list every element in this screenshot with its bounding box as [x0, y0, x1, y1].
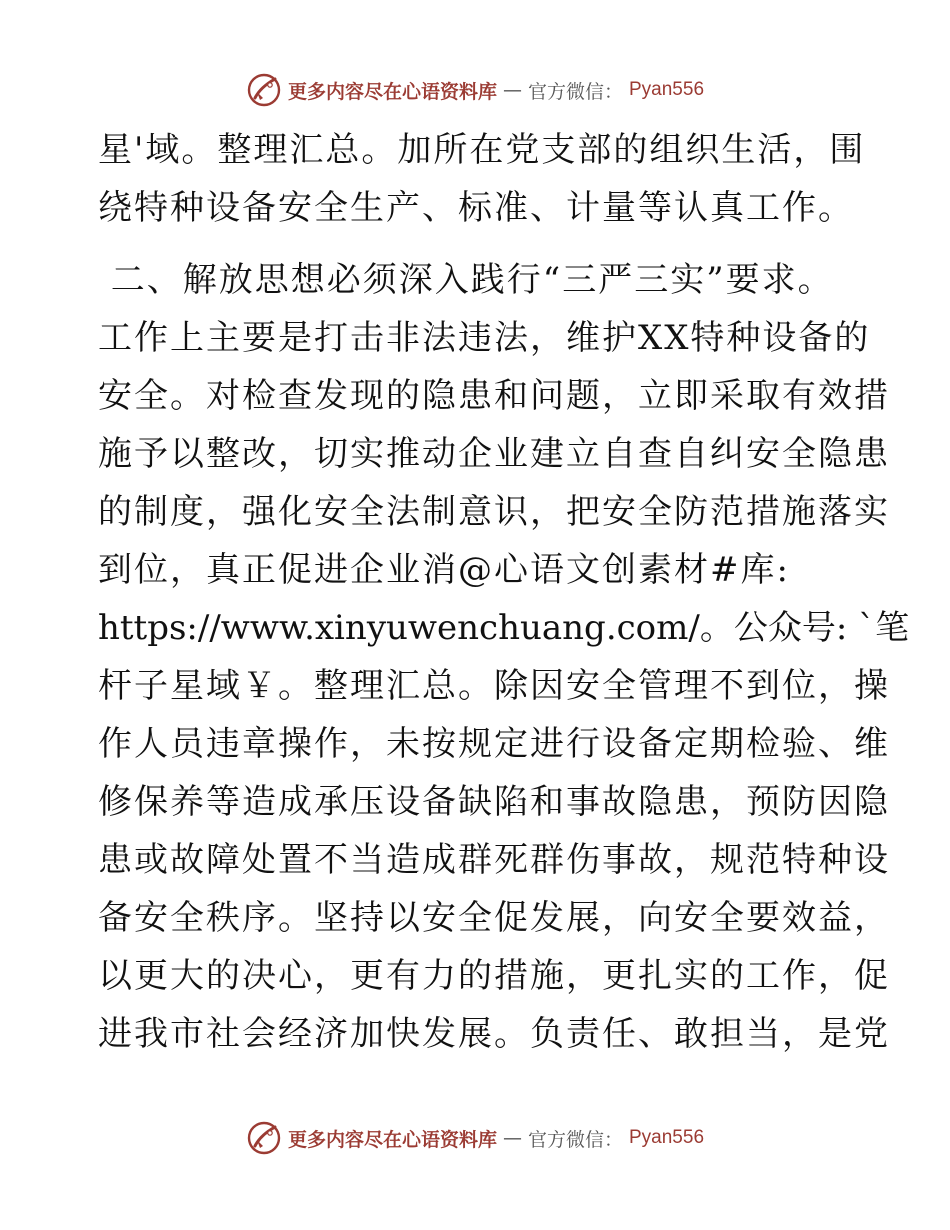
text-line: 作人员违章操作，未按规定进行设备定期检验、维 [98, 724, 890, 764]
text-line: 修保养等造成承压设备缺陷和事故隐患，预防因隐 [98, 782, 890, 822]
pen-logo-icon [246, 1120, 282, 1156]
section-heading: 二、解放思想必须深入践行“三严三实”要求。 [98, 260, 834, 300]
banner-wechat-label: 官方微信： [527, 80, 623, 103]
text-line: 到位，真正促进企业消@心语文创素材#库: [98, 550, 790, 590]
banner-wechat-id: Pyan556 [629, 1127, 705, 1148]
banner-wechat-label: 官方微信： [527, 1128, 623, 1151]
text-line: 星'域。整理汇总。加所在党支部的组织生活，围 [98, 130, 866, 170]
text-line-url: https://www.xinyuwenchuang.com/。公众号: `笔 [98, 608, 910, 648]
banner-dash: — [502, 1127, 522, 1149]
text-line: 的制度，强化安全法制意识，把安全防范措施落实 [98, 492, 890, 532]
banner-dash: — [502, 79, 522, 101]
banner-wechat-id: Pyan556 [629, 79, 705, 100]
text-line: 杆子星域￥。整理汇总。除因安全管理不到位，操 [98, 666, 890, 706]
pen-logo-icon [246, 72, 282, 108]
text-line: 施予以整改，切实推动企业建立自查自纠安全隐患 [98, 434, 890, 474]
header-banner [0, 70, 950, 110]
footer-banner [0, 1118, 950, 1158]
text-line: 备安全秩序。坚持以安全促发展，向安全要效益， [98, 898, 890, 938]
text-line: 工作上主要是打击非法违法，维护XX特种设备的 [98, 318, 871, 358]
banner-main-text: 更多内容尽在心语资料库 [287, 1128, 497, 1151]
banner-main-text: 更多内容尽在心语资料库 [287, 80, 497, 103]
text-line: 以更大的决心，更有力的措施，更扎实的工作，促 [98, 956, 890, 996]
text-line: 绕特种设备安全生产、标准、计量等认真工作。 [98, 188, 854, 228]
text-line: 进我市社会经济加快发展。负责任、敢担当，是党 [98, 1014, 890, 1054]
text-line: 安全。对检查发现的隐患和问题，立即采取有效措 [98, 376, 890, 416]
text-line: 患或故障处置不当造成群死群伤事故，规范特种设 [98, 840, 890, 880]
body-text [98, 121, 910, 1063]
